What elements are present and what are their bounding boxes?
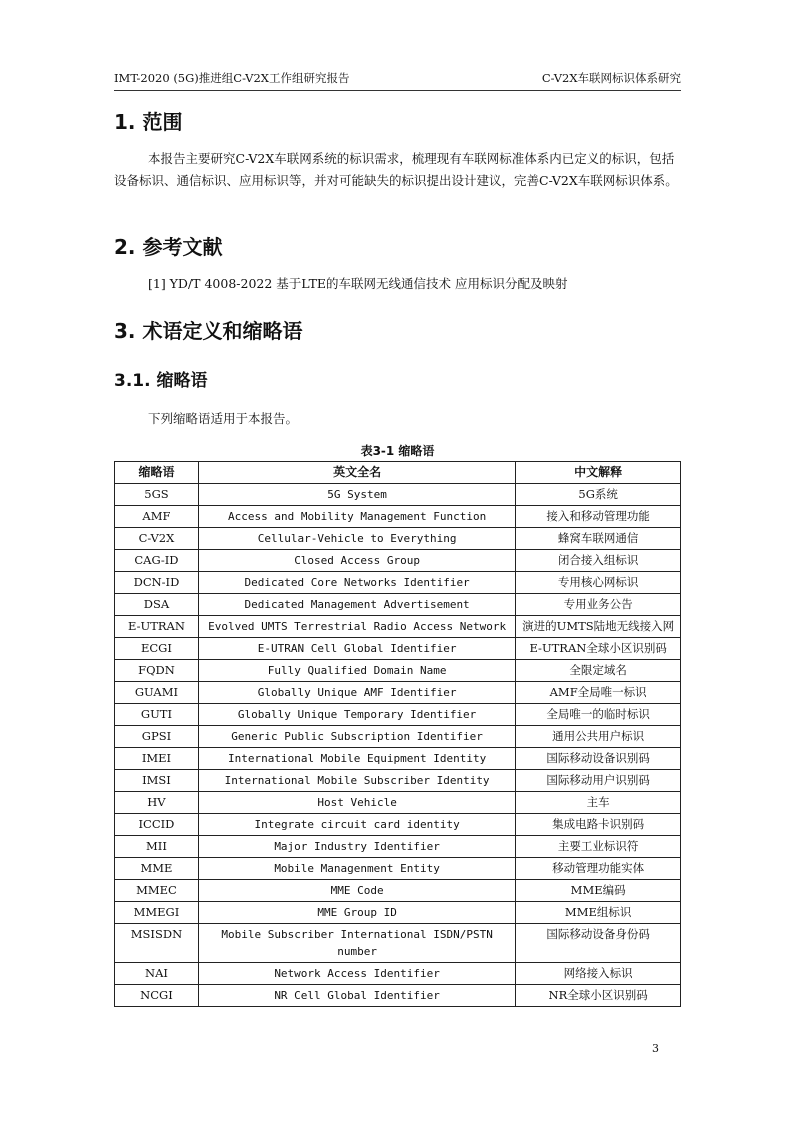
cell-abbr: GUAMI (115, 682, 199, 704)
cell-english: Cellular-Vehicle to Everything (198, 528, 515, 550)
cell-english: Generic Public Subscription Identifier (198, 726, 515, 748)
cell-chinese: MME组标识 (516, 902, 681, 924)
cell-chinese: 接入和移动管理功能 (516, 506, 681, 528)
cell-english: Dedicated Management Advertisement (198, 594, 515, 616)
table-row (115, 880, 681, 902)
cell-abbr: HV (115, 792, 199, 814)
cell-chinese: 闭合接入组标识 (516, 550, 681, 572)
cell-chinese: 专用核心网标识 (516, 572, 681, 594)
table-header-row (115, 462, 681, 484)
cell-chinese: 国际移动设备身份码 (516, 924, 681, 963)
table-row (115, 924, 681, 963)
table-row (115, 792, 681, 814)
page-header (114, 70, 681, 91)
cell-english: International Mobile Subscriber Identity (198, 770, 515, 792)
cell-english: Closed Access Group (198, 550, 515, 572)
header-left: IMT-2020 (5G)推进组C-V2X工作组研究报告 (114, 71, 350, 85)
cell-abbr: FQDN (115, 660, 199, 682)
section-1-body: 本报告主要研究C-V2X车联网系统的标识需求，梳理现有车联网标准体系内已定义的标识，包括设备标识、通信标识、应用标识等，并对可能缺失的标识提出设计建议，完善C-V2X车联网标识体系。 (114, 151, 678, 188)
section-3-1-heading: 3.1. 缩略语 (114, 371, 208, 391)
cell-abbr: DCN-ID (115, 572, 199, 594)
cell-abbr: MII (115, 836, 199, 858)
cell-english: Fully Qualified Domain Name (198, 660, 515, 682)
cell-abbr: ICCID (115, 814, 199, 836)
cell-chinese: 专用业务公告 (516, 594, 681, 616)
cell-english: Network Access Identifier (198, 963, 515, 985)
header-right: C-V2X车联网标识体系研究 (541, 71, 681, 85)
cell-abbr: CAG-ID (115, 550, 199, 572)
cell-chinese: NR全球小区识别码 (516, 985, 681, 1007)
cell-chinese: 移动管理功能实体 (516, 858, 681, 880)
cell-chinese: 全限定域名 (516, 660, 681, 682)
table-row (115, 660, 681, 682)
cell-english: MME Code (198, 880, 515, 902)
cell-english: Evolved UMTS Terrestrial Radio Access Network (198, 616, 515, 638)
cell-abbr: AMF (115, 506, 199, 528)
table-row (115, 572, 681, 594)
cell-english: NR Cell Global Identifier (198, 985, 515, 1007)
cell-english: International Mobile Equipment Identity (198, 748, 515, 770)
section-3-heading: 3. 术语定义和缩略语 (114, 319, 303, 343)
cell-chinese: AMF全局唯一标识 (516, 682, 681, 704)
cell-chinese: 集成电路卡识别码 (516, 814, 681, 836)
column-header-abbr: 缩略语 (115, 462, 199, 484)
cell-english: Integrate circuit card identity (198, 814, 515, 836)
section-2-heading: 2. 参考文献 (114, 235, 223, 259)
cell-abbr: MSISDN (115, 924, 199, 963)
column-header-english: 英文全名 (198, 462, 515, 484)
table-row (115, 963, 681, 985)
table-row (115, 814, 681, 836)
reference-1: [1] YD/T 4008-2022 基于LTE的车联网无线通信技术 应用标识分配及映射 (148, 276, 568, 291)
cell-abbr: DSA (115, 594, 199, 616)
cell-chinese: 国际移动用户识别码 (516, 770, 681, 792)
cell-english: MME Group ID (198, 902, 515, 924)
cell-abbr: MMEC (115, 880, 199, 902)
cell-english: Mobile Subscriber International ISDN/PSTN number (198, 924, 515, 963)
cell-abbr: MME (115, 858, 199, 880)
cell-chinese: E-UTRAN全球小区识别码 (516, 638, 681, 660)
table-row (115, 528, 681, 550)
table-row (115, 484, 681, 506)
abbreviation-table (114, 461, 681, 1007)
table-row (115, 550, 681, 572)
table-row (115, 682, 681, 704)
cell-english: 5G System (198, 484, 515, 506)
cell-chinese: 主要工业标识符 (516, 836, 681, 858)
table-row (115, 858, 681, 880)
table-row (115, 638, 681, 660)
cell-abbr: IMSI (115, 770, 199, 792)
cell-english: Access and Mobility Management Function (198, 506, 515, 528)
cell-chinese: 国际移动设备识别码 (516, 748, 681, 770)
table-row (115, 748, 681, 770)
cell-chinese: MME编码 (516, 880, 681, 902)
cell-abbr: GUTI (115, 704, 199, 726)
cell-english: Dedicated Core Networks Identifier (198, 572, 515, 594)
cell-abbr: C-V2X (115, 528, 199, 550)
table-body (115, 484, 681, 1007)
cell-abbr: MMEGI (115, 902, 199, 924)
table-row (115, 616, 681, 638)
cell-english: Globally Unique AMF Identifier (198, 682, 515, 704)
table-row (115, 704, 681, 726)
table-row (115, 836, 681, 858)
cell-abbr: E-UTRAN (115, 616, 199, 638)
cell-chinese: 全局唯一的临时标识 (516, 704, 681, 726)
table-row (115, 726, 681, 748)
cell-abbr: NCGI (115, 985, 199, 1007)
cell-chinese: 蜂窝车联网通信 (516, 528, 681, 550)
table-row (115, 594, 681, 616)
cell-english: Major Industry Identifier (198, 836, 515, 858)
page-number: 3 (652, 1042, 659, 1055)
cell-abbr: IMEI (115, 748, 199, 770)
cell-chinese: 演进的UMTS陆地无线接入网 (516, 616, 681, 638)
section-1-heading: 1. 范围 (114, 110, 183, 134)
cell-english: Globally Unique Temporary Identifier (198, 704, 515, 726)
table-caption: 表3-1 缩略语 (360, 444, 435, 458)
cell-chinese: 网络接入标识 (516, 963, 681, 985)
cell-english: Host Vehicle (198, 792, 515, 814)
cell-abbr: GPSI (115, 726, 199, 748)
column-header-chinese: 中文解释 (516, 462, 681, 484)
table-row (115, 770, 681, 792)
table-row (115, 506, 681, 528)
cell-abbr: 5GS (115, 484, 199, 506)
cell-english: Mobile Managenment Entity (198, 858, 515, 880)
table-row (115, 985, 681, 1007)
table-row (115, 902, 681, 924)
cell-chinese: 通用公共用户标识 (516, 726, 681, 748)
cell-abbr: NAI (115, 963, 199, 985)
section-3-1-intro: 下列缩略语适用于本报告。 (148, 411, 299, 426)
cell-english: E-UTRAN Cell Global Identifier (198, 638, 515, 660)
cell-abbr: ECGI (115, 638, 199, 660)
cell-chinese: 5G系统 (516, 484, 681, 506)
cell-chinese: 主车 (516, 792, 681, 814)
